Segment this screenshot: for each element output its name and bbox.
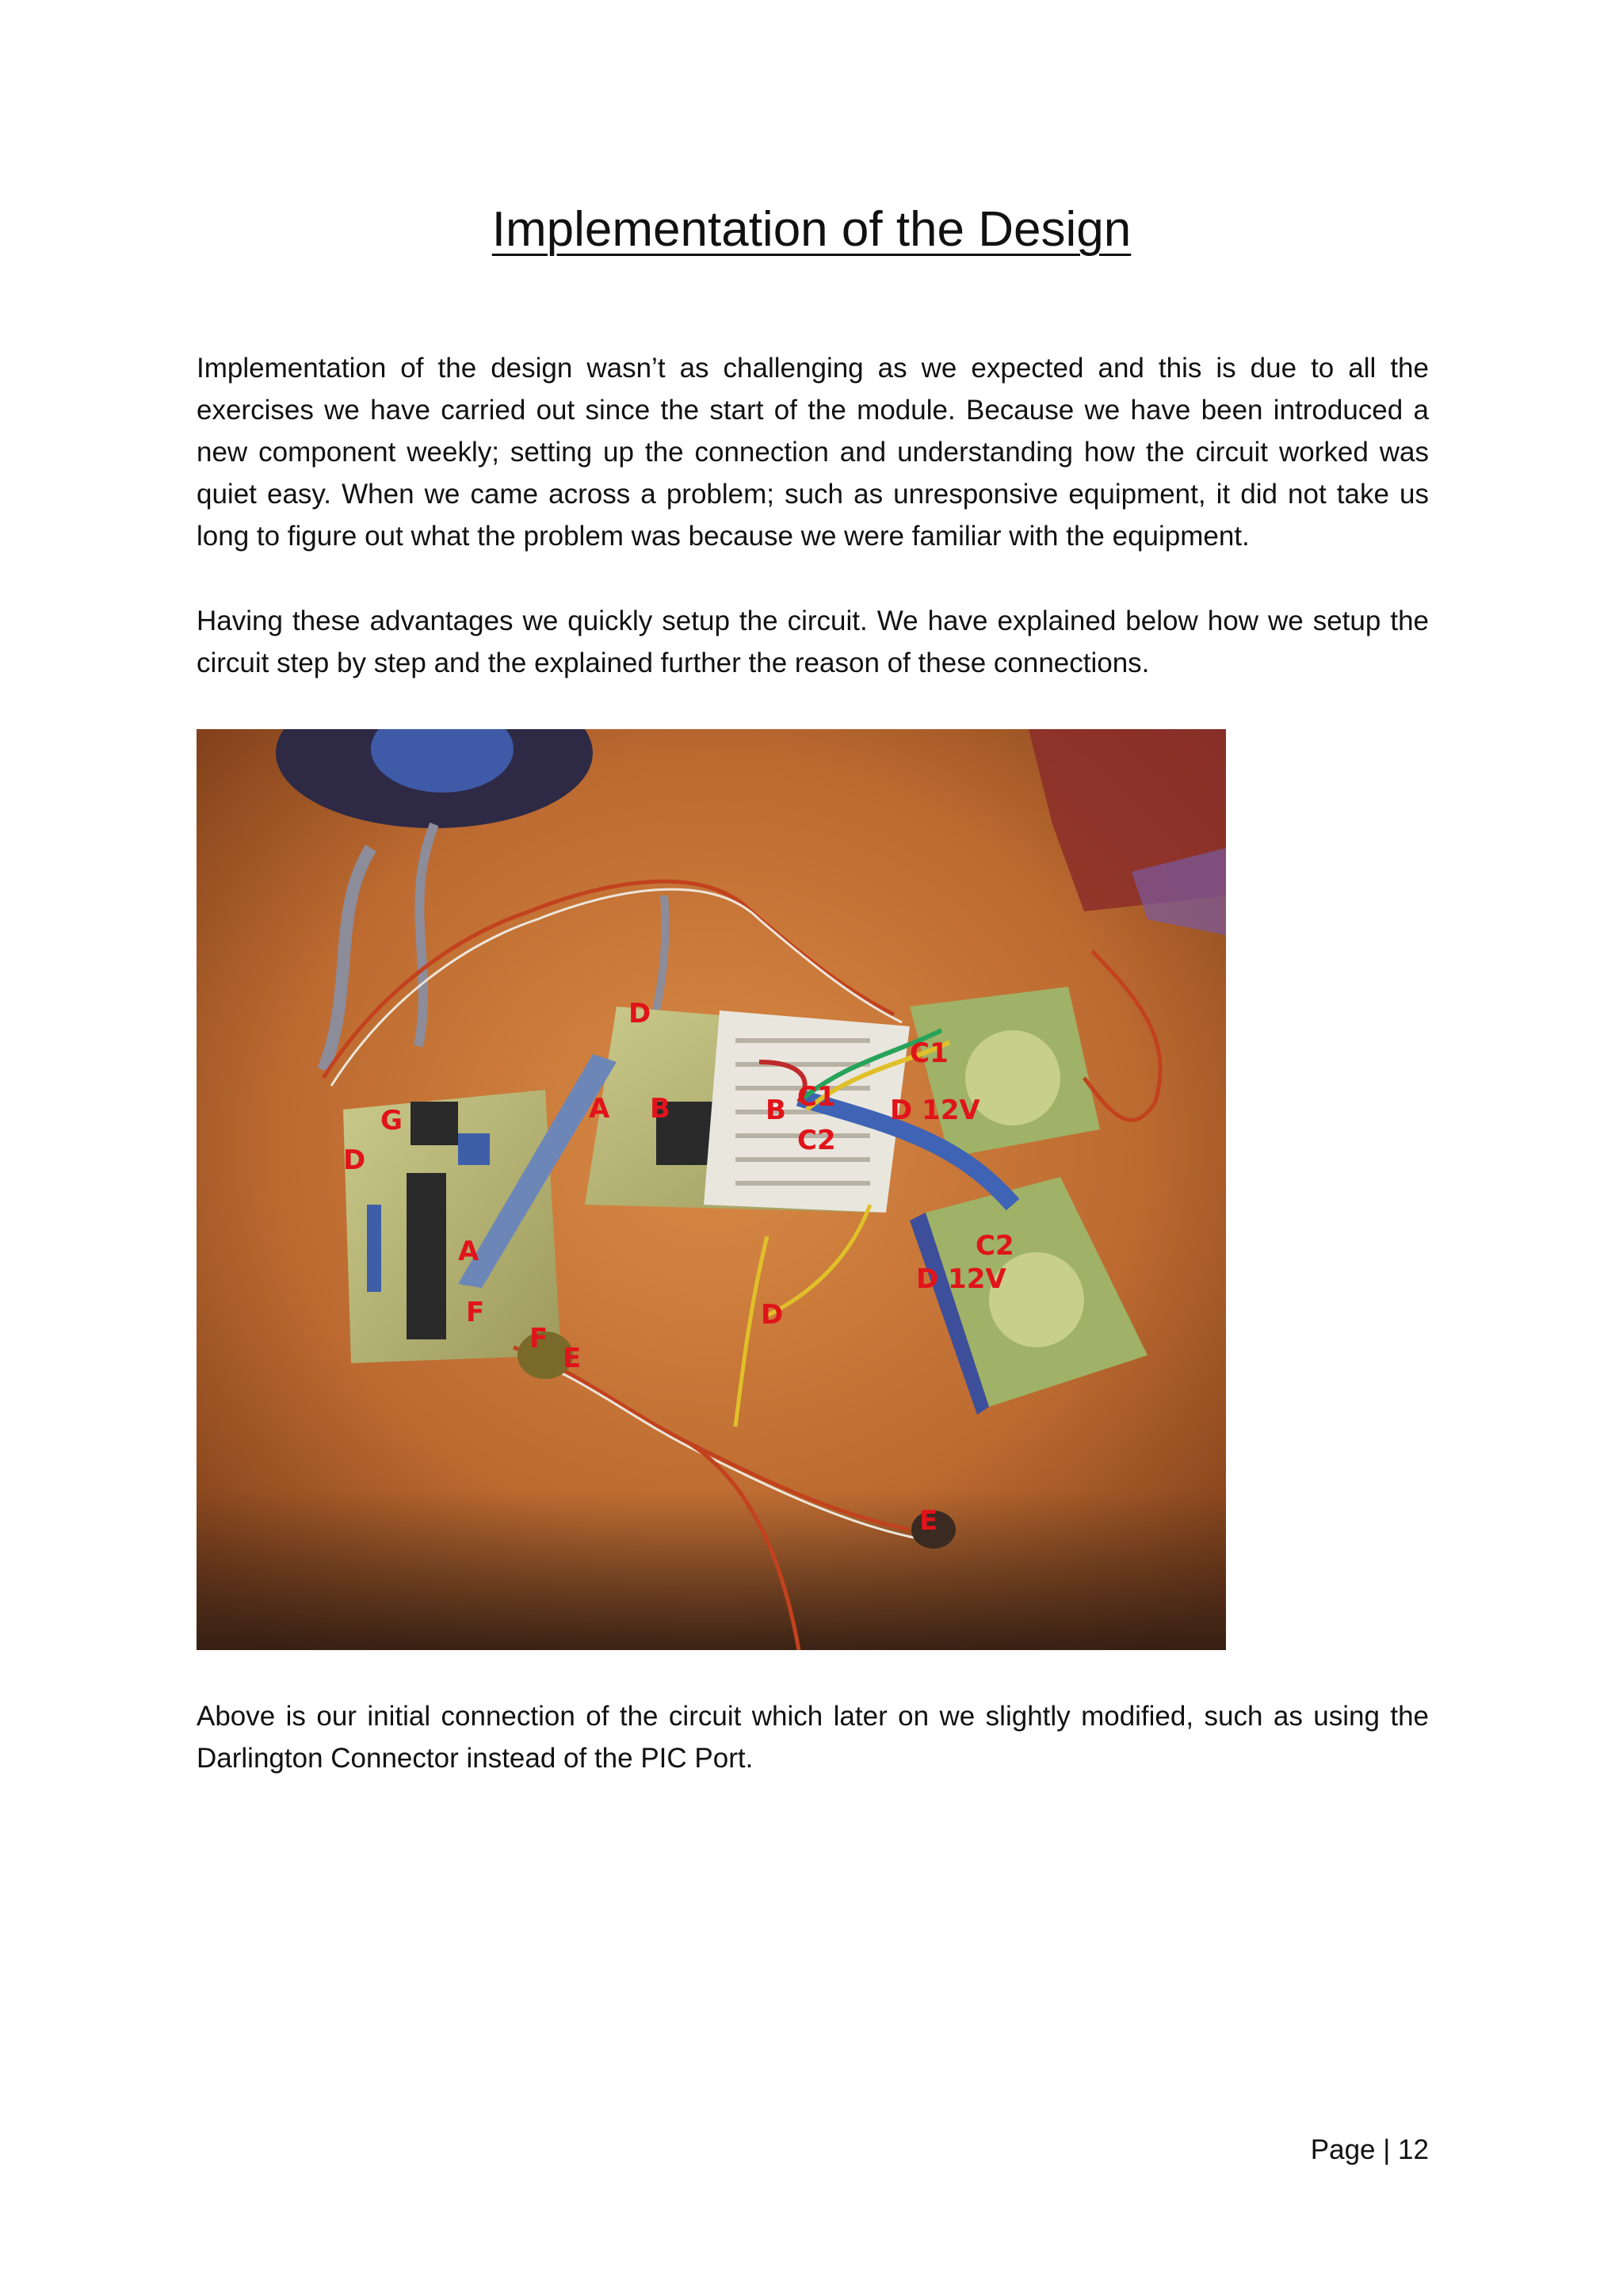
photo-label: D — [761, 1299, 784, 1331]
photo-label: D — [628, 998, 651, 1030]
photo-label: F — [466, 1297, 485, 1328]
photo-label: B — [650, 1093, 670, 1125]
photo-label: C1 — [797, 1081, 836, 1113]
photo-label: B — [766, 1095, 786, 1126]
photo-label: D — [343, 1144, 366, 1176]
page-title: Implementation of the Design — [491, 202, 1132, 257]
caption-paragraph: Above is our initial connection of the circuit which later on we slightly modified, such as using the Darlington Connector instead of the PIC Port. — [197, 1701, 1429, 1774]
photo-label: A — [458, 1236, 479, 1267]
photo-label: C2 — [797, 1125, 836, 1156]
intro-paragraph: Implementation of the design wasn’t as challenging as we expected and this is due to all the exercises we have carried out since the start of the module. Because we have been introduced a new component weekly; setting up the connection and understanding how the circuit worked was quiet easy. When we came across a problem; such as unresponsive equipment, it did not take us long to figure out what the problem was because we were familiar with the equipment. — [197, 353, 1429, 552]
photo-label: D 12V — [890, 1095, 980, 1126]
photo-label: E — [563, 1343, 582, 1374]
photo-label: D 12V — [916, 1263, 1006, 1295]
photo-label: E — [919, 1505, 938, 1537]
setup-paragraph: Having these advantages we quickly setup the circuit. We have explained below how we setup the circuit step by step and the explained further the reason of these connections. — [197, 606, 1429, 678]
page-number: Page | 12 — [1310, 2134, 1429, 2165]
circuit-photo — [197, 729, 1226, 1650]
photo-label: G — [380, 1105, 403, 1137]
photo-label: A — [589, 1093, 610, 1125]
photo-label: F — [529, 1323, 548, 1354]
photo-label: C1 — [910, 1037, 949, 1069]
photo-label: C2 — [976, 1230, 1014, 1262]
